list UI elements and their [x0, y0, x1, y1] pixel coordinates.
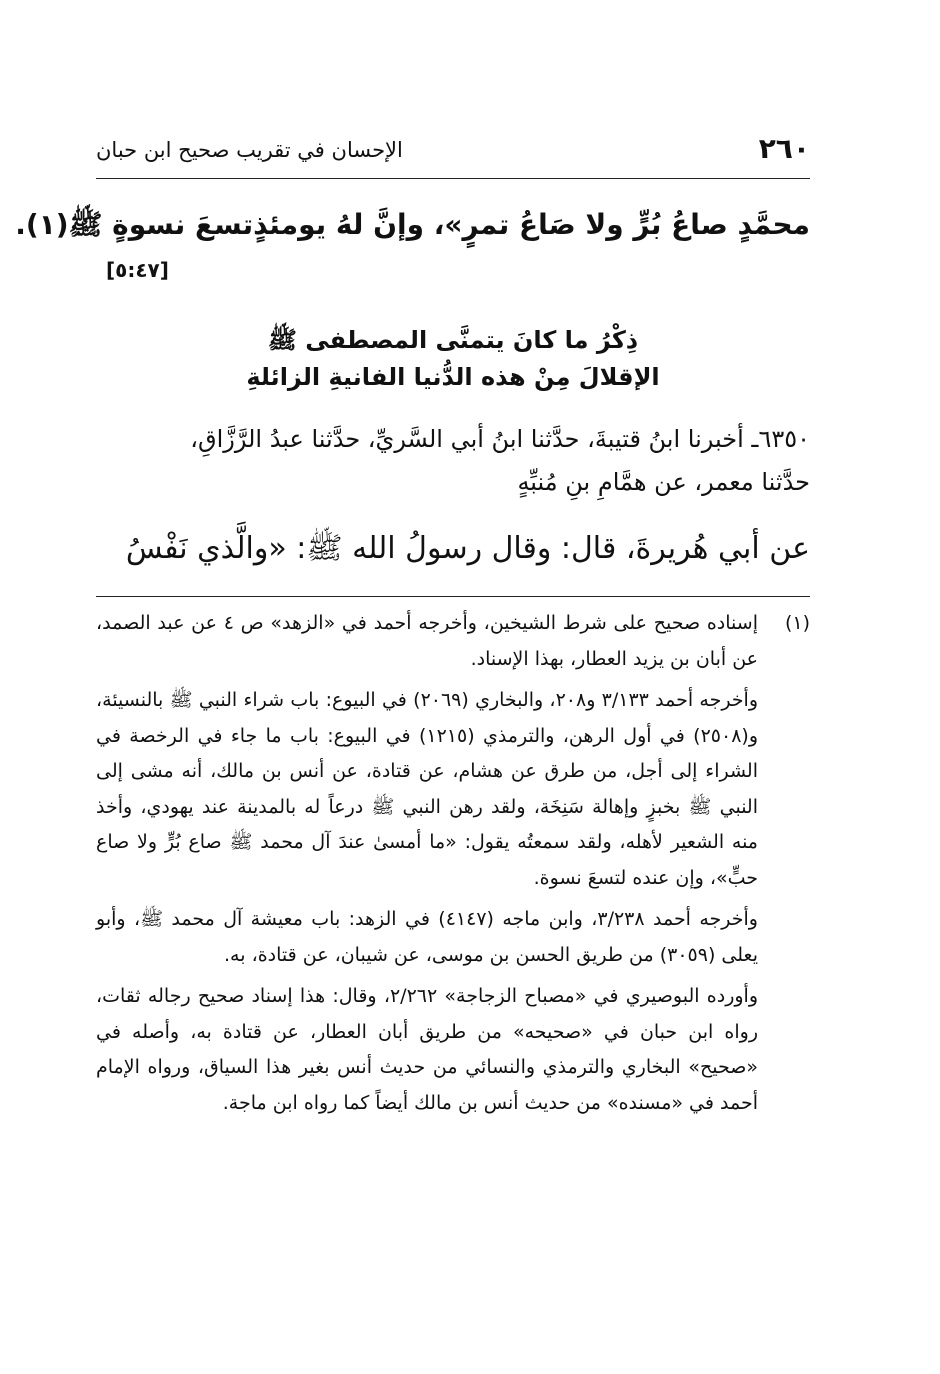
running-title: الإحسان في تقريب صحيح ابن حبان — [96, 138, 403, 162]
matn-line: عن أبي هُريرةَ، قال: وقال رسولُ الله ﷺ: «والَّذي نَفْسُ — [125, 531, 810, 566]
isnad-line-1: ٦٣٥٠ـ أخبرنا ابنُ قتيبةَ، حدَّثنا ابنُ أبي السَّريِّ، حدَّثنا عبدُ الرَّزَّاقِ، — [190, 425, 810, 453]
header-divider — [96, 178, 810, 179]
footnote-paragraph-2: وأخرجه أحمد ٣/١٣٣ و٢٠٨، والبخاري (٢٠٦٩) في البيوع: باب شراء النبي ﷺ بالنسيئة، و(٢٥٠٨) في أول الرهن، والترمذي (١٢١٥) في البيوع: باب ما جاء في الرخصة في الشراء إلى أجل، من طرق عن هشام، عن قتادة، عن أنس بن مالك، أنه مشى إلى النبي ﷺ بخبزٍ وإهالة سَنِخَة، ولقد رهن النبي ﷺ درعاً له بالمدينة عند يهودي، وأخذ منه الشعير لأهله، ولقد سمعتُه يقول: «ما أمسىٰ عندَ آل محمد ﷺ صاع بُرٍّ ولا صاع حبٍّ»، وإن عنده لتسعَ نسوة. — [96, 689, 759, 889]
footnotes — [96, 606, 810, 1127]
running-header — [96, 132, 810, 176]
chapter-title-line-1: ذِكْرُ ما كانَ يتمنَّى المصطفى ﷺ — [267, 326, 639, 354]
footnote-paragraph-4: وأورده البوصيري في «مصباح الزجاجة» ٢/٢٦٢، وقال: هذا إسناد صحيح رجاله ثقات، رواه ابن حبان في «صحيحه» من طريق أبان العطار، عن قتادة به، وأصله في «صحيح» البخاري والترمذي والنسائي من حديث أنس بغير هذا السياق، ورواه الإمام أحمد في «مسنده» من حديث أنس بن مالك أيضاً كما رواه ابن ماجة. — [96, 985, 758, 1114]
source-citation: [٥:٤٧] — [106, 258, 169, 282]
isnad-line-2: حدَّثنا معمر، عن همَّامِ بنِ مُنبِّهٍ — [517, 468, 810, 496]
page-number: ٢٦٠ — [758, 132, 810, 165]
footnote-divider — [96, 596, 810, 597]
footnote-paragraph-3: وأخرجه أحمد ٣/٢٣٨، وابن ماجه (٤١٤٧) في الزهد: باب معيشة آل محمد ﷺ، وأبو يعلى (٣٠٥٩) من طريق الحسن بن موسى، عن شيبان، عن قتادة، به. — [96, 908, 758, 966]
footnote-1 — [96, 606, 810, 677]
chapter-title-line-2: الإقلالَ مِنْ هذه الدُّنيا الفانيةِ الزائلةِ — [246, 363, 660, 391]
hadith-ending-line: محمَّدٍ صاعُ بُرٍّ ولا صَاعُ تمرٍ»، وإنَّ لهُ يومئذٍتسعَ نسوةٍ ﷺ(١). — [15, 208, 810, 241]
footnote-paragraph-1: إسناده صحيح على شرط الشيخين، وأخرجه أحمد في «الزهد» ص ٤ عن عبد الصمد، عن أبان بن يزيد العطار، بهذا الإسناد. — [96, 612, 758, 670]
footnote-marker: (١) — [784, 612, 810, 634]
